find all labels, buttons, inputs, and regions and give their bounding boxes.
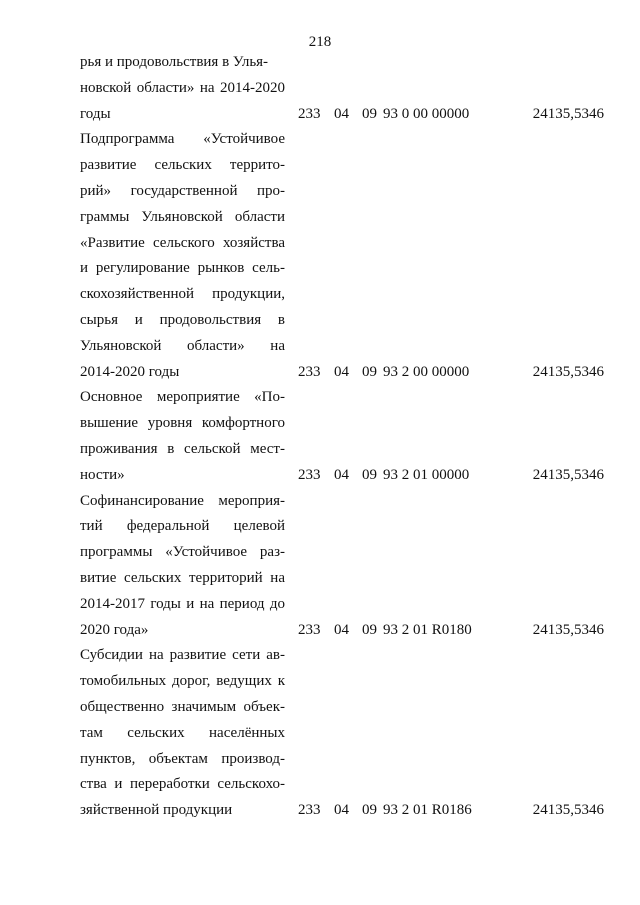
target-article-code: 93 2 01 R0180 [383, 621, 472, 638]
amount: 24135,5346 [532, 466, 604, 483]
row-name-line: развитие сельских террито- [80, 157, 285, 174]
page-number: 218 [308, 34, 332, 50]
ved-code: 233 [298, 621, 321, 638]
row-name-line: 2020 года» [80, 621, 149, 638]
row-name-line: программы «Устойчивое раз- [80, 544, 285, 561]
section-code: 04 [334, 363, 349, 380]
row-name-line: скохозяйственной продукции, [80, 286, 285, 303]
row-name-line: Ульяновской области» на [80, 337, 285, 354]
row-name-line: общественно значимым объек- [80, 699, 285, 715]
target-article-code: 93 0 00 00000 [383, 105, 470, 122]
amount: 24135,5346 [532, 105, 604, 122]
row-name-line: граммы Ульяновской области [80, 208, 285, 225]
row-name-line: 2014-2017 годы и на период до [80, 595, 285, 612]
row-name-line: там сельских населённых [80, 724, 285, 741]
row-name-line: новской области» на 2014-2020 [80, 79, 285, 96]
row-name-line: Подпрограмма «Устойчивое [80, 131, 285, 148]
row-name-line: Субсидии на развитие сети ав- [80, 647, 285, 664]
row-name-line: ности» [80, 466, 125, 483]
target-article-code: 93 2 00 00000 [383, 363, 470, 380]
subsection-code: 09 [362, 105, 377, 122]
row-name-line: и регулирование рынков сель- [80, 260, 285, 277]
subsection-code: 09 [362, 466, 377, 483]
section-code: 04 [334, 105, 349, 122]
subsection-code: 09 [362, 363, 377, 380]
row-name-line: витие сельских территорий на [80, 570, 285, 586]
row-name-line: годы [80, 105, 111, 122]
ved-code: 233 [298, 363, 321, 380]
row-name-line: рья и продовольствия в Улья- [80, 54, 269, 70]
target-article-code: 93 2 01 R0186 [383, 802, 472, 819]
row-name-line: пунктов, объектам производ- [80, 750, 285, 767]
ved-code: 233 [298, 105, 321, 122]
ved-code: 233 [298, 802, 321, 819]
amount: 24135,5346 [532, 621, 604, 638]
ved-code: 233 [298, 466, 321, 483]
section-code: 04 [334, 802, 349, 819]
target-article-code: 93 2 01 00000 [383, 466, 470, 483]
subsection-code: 09 [362, 621, 377, 638]
row-name-line: зяйственной продукции [80, 802, 233, 819]
row-name-line: проживания в сельской мест- [80, 441, 285, 457]
amount: 24135,5346 [532, 802, 604, 819]
row-name-line: «Развитие сельского хозяйства [80, 234, 285, 251]
row-name-line: тий федеральной целевой [80, 518, 285, 535]
row-name-line: сырья и продовольствия в [80, 312, 285, 328]
row-name-line: ства и переработки сельскохо- [80, 776, 285, 793]
row-name-line: рий» государственной про- [80, 183, 285, 199]
row-name-line: томобильных дорог, ведущих к [80, 673, 285, 690]
section-code: 04 [334, 621, 349, 638]
row-name-line: Софинансирование мероприя- [80, 492, 285, 509]
row-name-line: 2014-2020 годы [80, 363, 180, 380]
section-code: 04 [334, 466, 349, 483]
amount: 24135,5346 [532, 363, 604, 380]
subsection-code: 09 [362, 802, 377, 819]
row-name-line: вышение уровня комфортного [80, 415, 285, 432]
row-name-line: Основное мероприятие «По- [80, 389, 285, 406]
